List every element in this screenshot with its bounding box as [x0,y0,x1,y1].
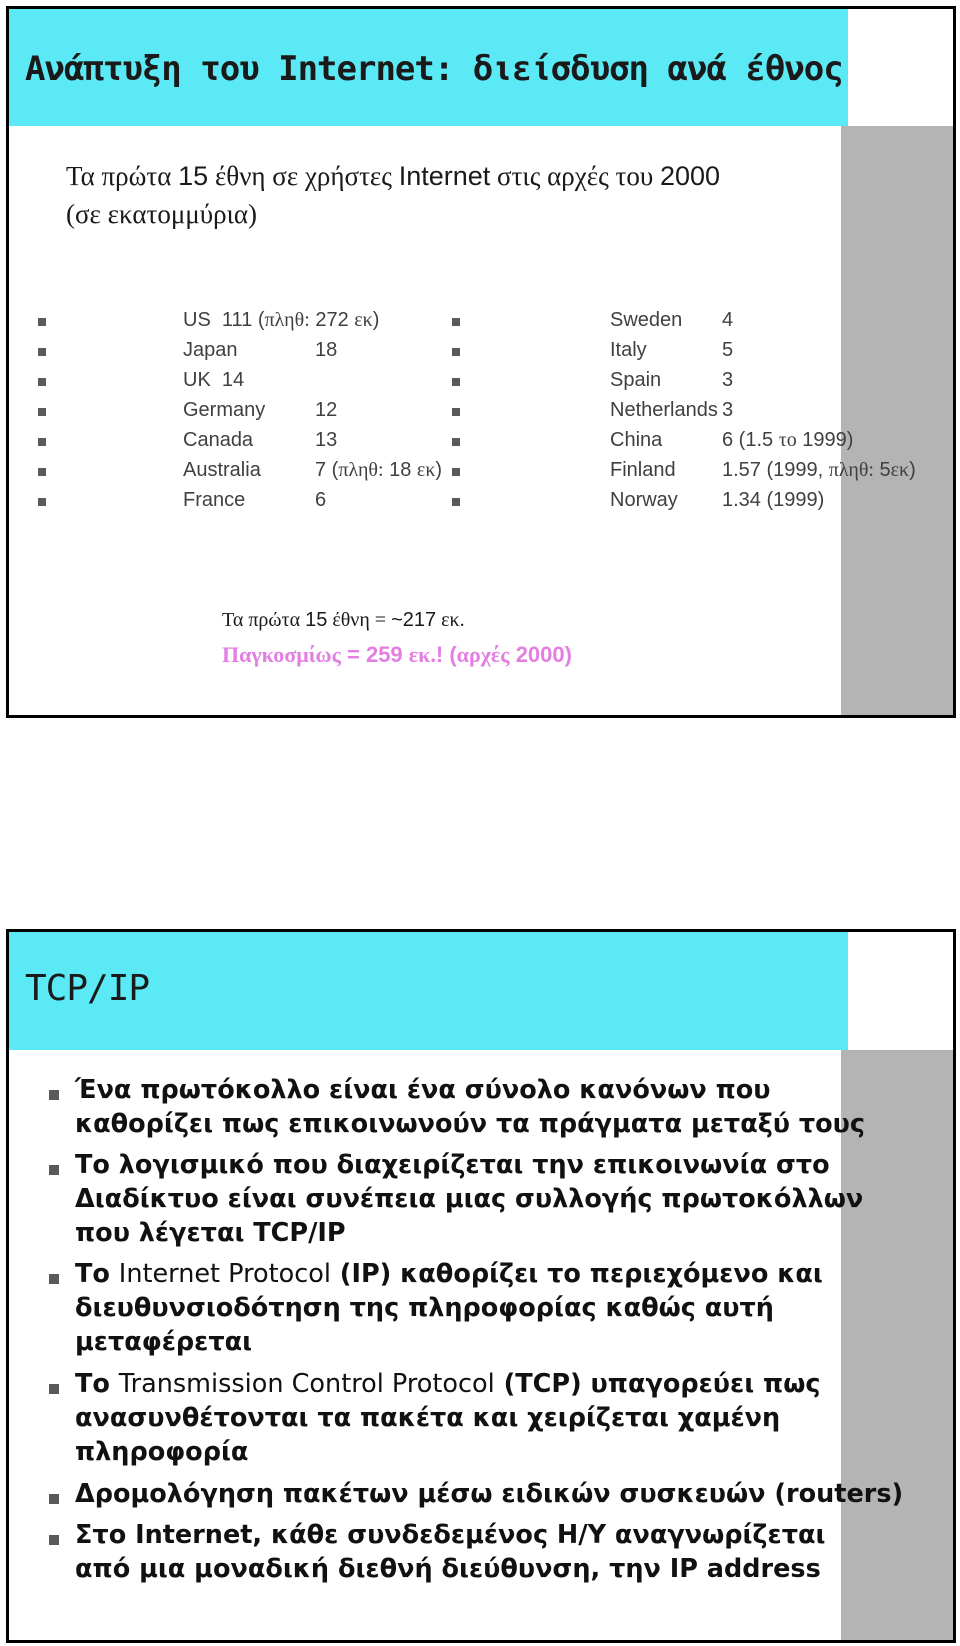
slide-internet-penetration [6,6,956,718]
square-bullet-icon [452,438,460,446]
square-bullet-icon [38,378,46,386]
list-item-uk: UK 14 [9,369,469,399]
square-bullet-icon [49,1384,59,1394]
bullet-protocol-definition: Ένα πρωτόκολλο είναι ένα σύνολο κανόνων που καθορίζει πως επικοινωνούν τα πράγματα μεταξύ τους [75,1075,866,1139]
bullet-software-tcpip: Το λογισμικό που διαχειρίζεται την επικοινωνία στο Διαδίκτυο είναι συνέπεια μιας συλλογής πρωτοκόλλων που λέγεται TCP/IP [75,1150,864,1248]
square-bullet-icon [49,1535,59,1545]
square-bullet-icon [49,1274,59,1284]
slide-subtitle: Τα πρώτα 15 έθνη σε χρήστες Internet στις αρχές του 2000 (σε εκατομμύρια) [66,161,721,229]
summary-top15: Τα πρώτα 15 έθνη = ~217 εκ. [222,609,465,631]
bullet-ip-address: Στο Internet, κάθε συνδεδεμένος Η/Υ αναγνωρίζεται από μια μοναδική διεθνή διεύθυνση, την IP address [75,1520,826,1584]
square-bullet-icon [38,318,46,326]
square-bullet-icon [49,1494,59,1504]
list-item-spain: Spain 3 [449,369,956,399]
square-bullet-icon [38,438,46,446]
slide-title: TCP/IP [25,968,150,1009]
square-bullet-icon [452,348,460,356]
list-item-sweden: Sweden 4 [449,309,956,339]
square-bullet-icon [38,498,46,506]
list-item-norway: Norway 1.34 (1999) [449,489,956,519]
list-item-japan: Japan 18 [9,339,469,369]
list-item-china: China 6 (1.5 το 1999) [449,429,956,459]
list-item-netherlands: Netherlands 3 [449,399,956,429]
summary-worldwide: Παγκοσμίως = 259 εκ.! (αρχές 2000) [222,642,572,667]
list-item-us: US 111 (πληθ: 272 εκ) [9,309,469,339]
list-item-canada: Canada 13 [9,429,469,459]
bullet-internet-protocol: Το Internet Protocol (IP) καθορίζει το περιεχόμενο και διευθυνσιοδότηση της πληροφορίας καθώς αυτή μεταφέρεται [75,1259,823,1357]
list-item-germany: Germany 12 [9,399,469,429]
square-bullet-icon [49,1090,59,1100]
list-item-italy: Italy 5 [449,339,956,369]
square-bullet-icon [452,468,460,476]
bullet-routing: Δρομολόγηση πακέτων μέσω ειδικών συσκευών (routers) [75,1479,904,1509]
square-bullet-icon [38,408,46,416]
square-bullet-icon [452,378,460,386]
square-bullet-icon [452,498,460,506]
square-bullet-icon [452,408,460,416]
list-item-australia: Australia 7 (πληθ: 18 εκ) [9,459,469,489]
list-item-france: France 6 [9,489,469,519]
square-bullet-icon [49,1165,59,1175]
list-item-finland: Finland 1.57 (1999, πληθ: 5εκ) [449,459,956,489]
slide-title: Ανάπτυξη του Internet: διείσδυση ανά έθνος [25,49,843,89]
square-bullet-icon [38,468,46,476]
bullet-transmission-control-protocol: Το Transmission Control Protocol (TCP) υπαγορεύει πως ανασυνθέτονται τα πακέτα και χειρίζεται χαμένη πληροφορία [75,1369,821,1467]
square-bullet-icon [38,348,46,356]
slide-tcp-ip [6,929,956,1643]
square-bullet-icon [452,318,460,326]
